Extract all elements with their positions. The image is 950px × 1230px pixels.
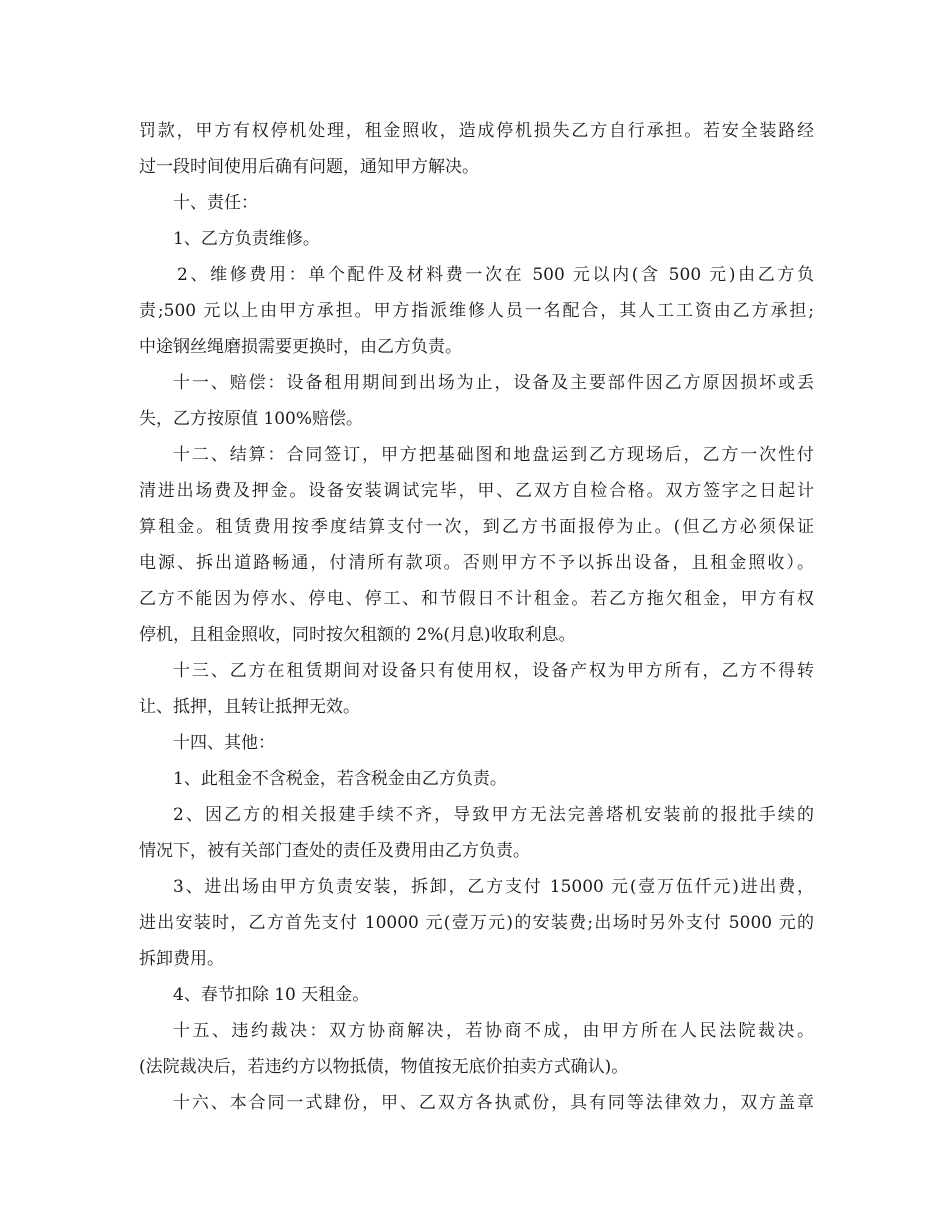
contract-body-text xyxy=(139,113,814,1121)
text-line: 拆卸费用。 xyxy=(139,949,224,969)
text-line: 罚款，甲方有权停机处理，租金照收，造成停机损失乙方自行承担。若安全装路经 xyxy=(139,121,814,141)
section-heading: 十五、违约裁决：双方协商解决，若协商不成，由甲方所在人民法院裁决。 xyxy=(173,1021,814,1041)
text-line: 3、进出场由甲方负责安装，拆卸，乙方支付 15000 元(壹万伍仟元)进出费， xyxy=(173,877,814,897)
section-heading: 十一、赔偿：设备租用期间到出场为止，设备及主要部件因乙方原因损坏或丢 xyxy=(173,373,814,393)
text-line: 清进出场费及押金。设备安装调试完毕，甲、乙双方自检合格。双方签字之日起计 xyxy=(139,481,814,501)
section-heading: 十、责任： xyxy=(173,193,258,213)
text-line: 停机，且租金照收，同时按欠租额的 2%(月息)收取利息。 xyxy=(139,625,576,645)
text-line: 2、因乙方的相关报建手续不齐，导致甲方无法完善塔机安装前的报批手续的 xyxy=(173,805,814,825)
text-line: 过一段时间使用后确有问题，通知甲方解决。 xyxy=(139,157,479,177)
text-line: 失，乙方按原值 100%赔偿。 xyxy=(139,409,364,429)
section-heading: 十四、其他： xyxy=(173,733,275,753)
text-line: 中途钢丝绳磨损需要更换时，由乙方负责。 xyxy=(139,337,462,357)
section-heading: 十二、结算：合同签订，甲方把基础图和地盘运到乙方现场后，乙方一次性付 xyxy=(173,445,814,465)
text-line: 电源、拆出道路畅通，付清所有款项。否则甲方不予以拆出设备，且租金照收）。 xyxy=(139,553,814,573)
text-line: 4、春节扣除 10 天租金。 xyxy=(173,985,370,1005)
text-line: (法院裁决后，若违约方以物抵债，物值按无底价拍卖方式确认)。 xyxy=(139,1057,629,1077)
text-line: 责;500 元以上由甲方承担。甲方指派维修人员一名配合，其人工工资由乙方承担; xyxy=(139,301,814,321)
text-line: 乙方不能因为停水、停电、停工、和节假日不计租金。若乙方拖欠租金，甲方有权 xyxy=(139,589,814,609)
text-line: 1、此租金不含税金，若含税金由乙方负责。 xyxy=(173,769,507,789)
text-line: 让、抵押，且转让抵押无效。 xyxy=(139,697,360,717)
text-line: 情况下，被有关部门查处的责任及费用由乙方负责。 xyxy=(139,841,530,861)
text-line: 进出安装时，乙方首先支付 10000 元(壹万元)的安装费;出场时另外支付 5000 元的 xyxy=(139,913,814,933)
text-line: 1、乙方负责维修。 xyxy=(173,229,320,249)
section-heading: 十三、乙方在租赁期间对设备只有使用权，设备产权为甲方所有，乙方不得转 xyxy=(173,661,814,681)
text-line: 算租金。租赁费用按季度结算支付一次，到乙方书面报停为止。(但乙方必须保证 xyxy=(139,517,814,537)
section-heading: 十六、本合同一式肆份，甲、乙双方各执贰份，具有同等法律效力，双方盖章 xyxy=(173,1093,814,1113)
text-line: 2、维修费用：单个配件及材料费一次在 500 元以内(含 500 元)由乙方负 xyxy=(177,265,814,285)
